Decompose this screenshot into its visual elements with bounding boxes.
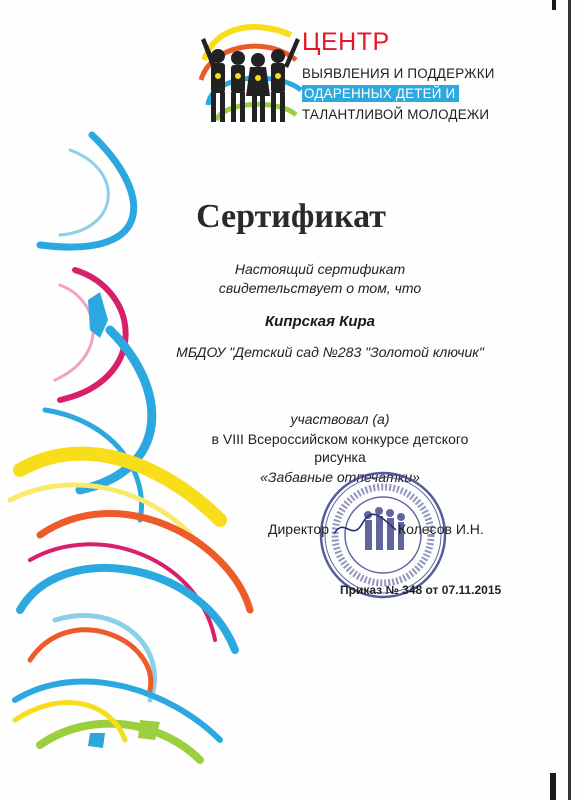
center-logo bbox=[196, 20, 556, 132]
recipient-organization: МБДОУ "Детский сад №283 "Золотой ключик" bbox=[176, 344, 484, 360]
logo-line-1: ВЫЯВЛЕНИЯ И ПОДДЕРЖКИ bbox=[302, 66, 495, 81]
children-figures-icon bbox=[196, 20, 306, 132]
logo-line-3: ТАЛАНТЛИВОЙ МОЛОДЕЖИ bbox=[302, 107, 490, 122]
participation-line-2: в VIII Всероссийском конкурсе детского bbox=[211, 431, 469, 447]
order-reference: Приказ № 348 от 07.11.2015 bbox=[340, 583, 502, 597]
participation-line-1: участвовал (а) bbox=[290, 411, 390, 427]
recipient-name: Кипрская Кира bbox=[264, 313, 376, 330]
intro-line-1: Настоящий сертификат bbox=[234, 261, 406, 277]
scan-edge-mark bbox=[552, 0, 556, 10]
director-signature bbox=[330, 512, 400, 542]
logo-title: ЦЕНТР bbox=[302, 28, 390, 56]
certificate-title: Сертификат bbox=[196, 198, 386, 235]
contest-name: «Забавные отпечатки» bbox=[260, 469, 420, 485]
participation-line-3: рисунка bbox=[314, 449, 366, 465]
director-label: Директор bbox=[268, 521, 329, 537]
intro-line-2: свидетельствует о том, что bbox=[218, 280, 422, 296]
logo-line-2: ОДАРЕННЫХ ДЕТЕЙ И bbox=[302, 85, 459, 102]
scan-edge-mark bbox=[568, 0, 571, 800]
scan-edge-mark bbox=[550, 773, 556, 800]
director-name: Колесов И.Н. bbox=[398, 521, 484, 537]
